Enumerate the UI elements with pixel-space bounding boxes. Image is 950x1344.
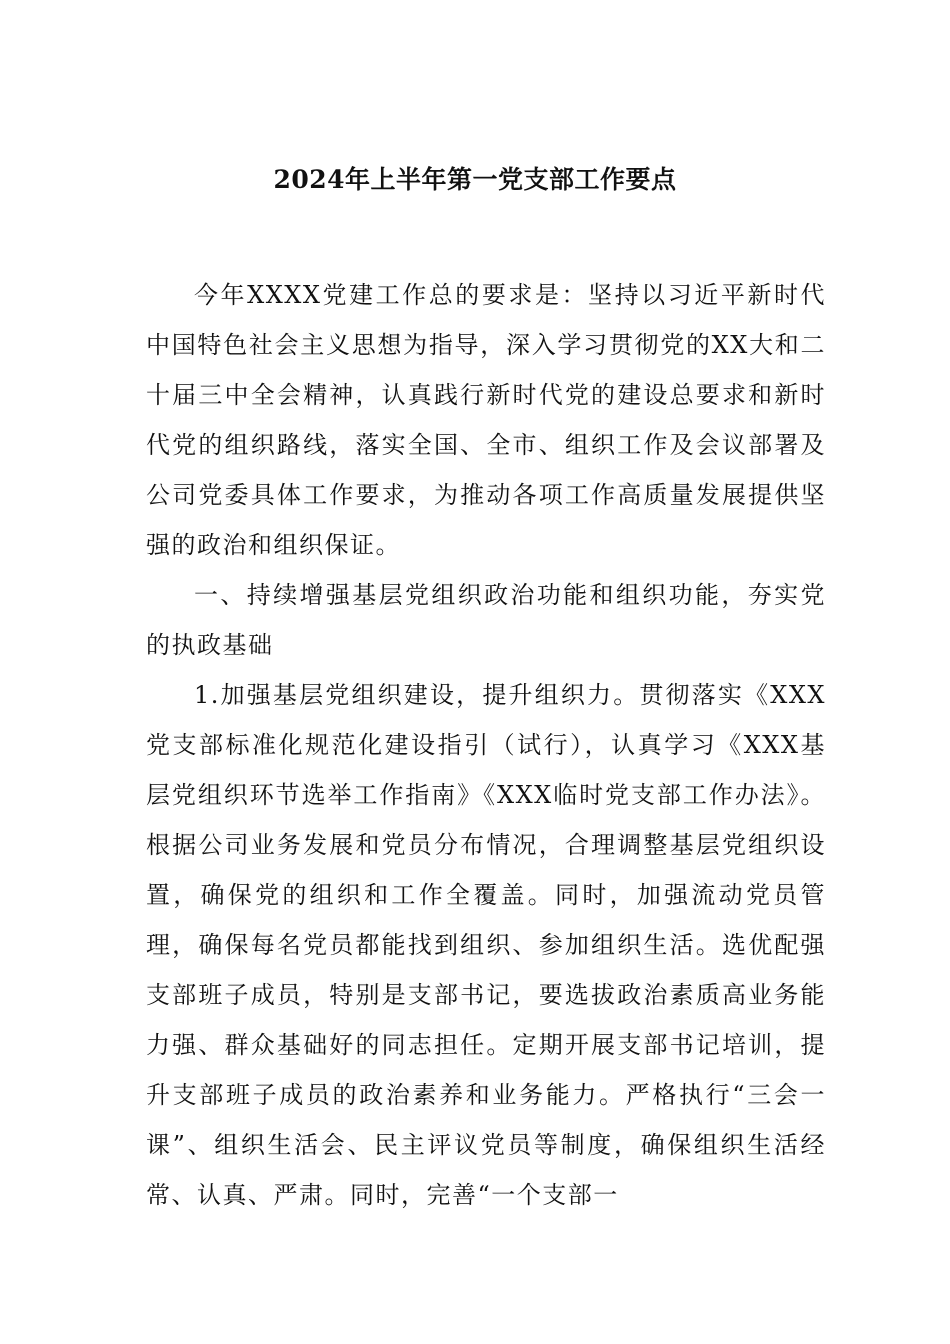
section-heading-1: 一、持续增强基层党组织政治功能和组织功能，夯实党的执政基础 [146,581,826,659]
item-paragraph-1: 1.加强基层党组织建设，提升组织力。贯彻落实《XXX党支部标准化规范化建设指引（试行），认真学习《XXX基层党组织环节选举工作指南》《XXX临时党支部工作办法》。根据公司业务发展和党员分布情况，合理调整基层党组织设置，确保党的组织和工作全覆盖。同时，加强流动党员管理，确保每名党员都能找到组织、参加组织生活。选优配强支部班子成员，特别是支部书记，要选拔政治素质高业务能力强、群众基础好的同志担任。定期开展支部书记培训，提升支部班子成员的政治素养和业务能力。严格执行“三会一课”、组织生活会、民主评议党员等制度，确保组织生活经常、认真、严肃。同时，完善“一个支部一 [146,681,826,1209]
intro-paragraph: 今年XXXX党建工作总的要求是：坚持以习近平新时代中国特色社会主义思想为指导，深入学习贯彻党的XX大和二十届三中全会精神，认真践行新时代党的建设总要求和新时代党的组织路线，落实全国、全市、组织工作及会议部署及公司党委具体工作要求，为推动各项工作高质量发展提供坚强的政治和组织保证。 [146,281,826,559]
document-body [146,270,826,1220]
document-title: 2024年上半年第一党支部工作要点 [273,165,677,194]
